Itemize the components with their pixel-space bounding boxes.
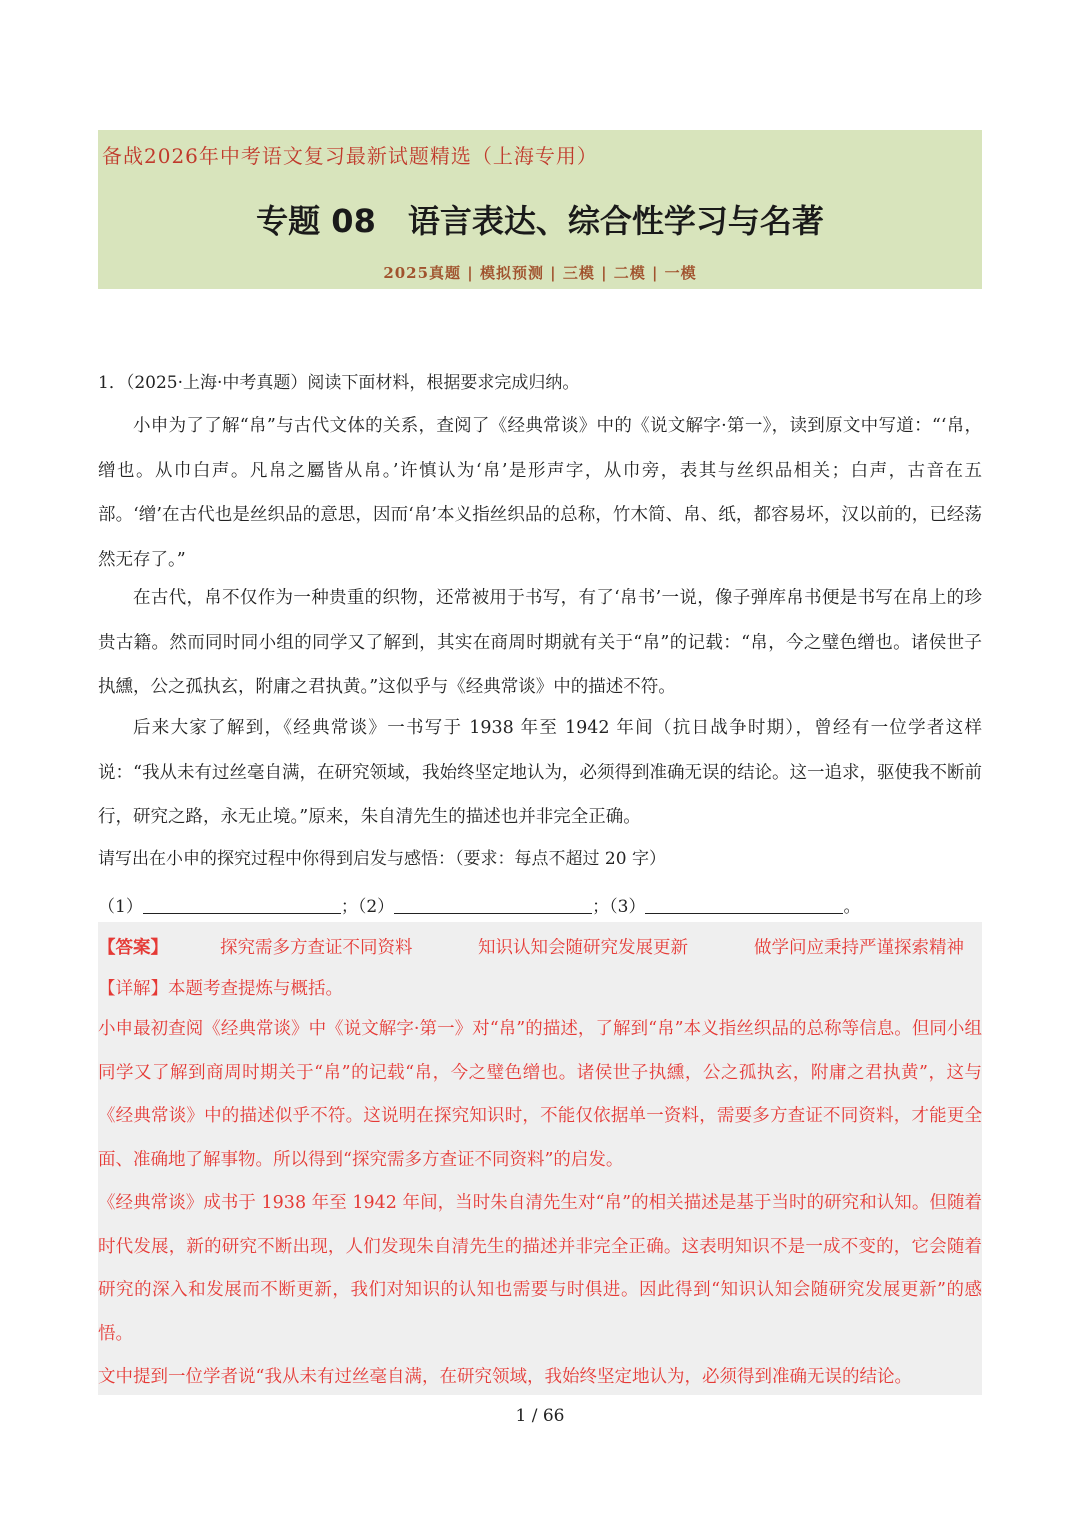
- question-prompt: 请写出在小申的探究过程中你得到启发与感悟：（要求：每点不超过 20 字）: [98, 849, 666, 869]
- question-paragraph-3: 后来大家了解到，《经典常谈》一书写于 1938 年至 1942 年间（抗日战争时期），曾经有一位学者这样说：“我从未有过丝毫自满，在研究领域，我始终坚定地认为，必须得到准确无误的结论。这一追求，驱使我不断前行，研究之路，永无止境。”原来，朱自清先生的描述也并非完全正确。: [98, 718, 982, 827]
- blank-3[interactable]: [645, 895, 843, 914]
- page-number: 1 / 66: [515, 1406, 565, 1426]
- blank-1-label: （1）: [98, 897, 143, 917]
- detail-paragraph-3: 文中提到一位学者说“我从未有过丝毫自满，在研究领域，我始终坚定地认为，必须得到准确无误的结论。: [98, 1367, 912, 1387]
- source-tags: 2025真题 | 模拟预测 | 三模 | 二模 | 一模: [383, 264, 697, 282]
- answer-item-1: 探究需多方查证不同资料: [220, 938, 413, 958]
- blank-2-label: ；（2）: [340, 897, 395, 917]
- answer-blanks-row: [98, 892, 860, 917]
- blank-3-label: ；（3）: [592, 897, 646, 917]
- detail-paragraph-1: 小申最初查阅《经典常谈》中《说文解字·第一》对“帛”的描述，了解到“帛”本义指丝织品的总称等信息。但同小组同学又了解到商周时期关于“帛”的记载“帛，今之璧色缯也。诸侯世子执纁，公之孤执玄，附庸之君执黄”，这与《经典常谈》中的描述似乎不符。这说明在探究知识时，不能仅依据单一资料，需要多方查证不同资料，才能更全面、准确地了解事物。所以得到“探究需多方查证不同资料”的启发。: [98, 1019, 982, 1170]
- question-number-line: 1．（2025·上海·中考真题）阅读下面材料，根据要求完成归纳。: [98, 373, 580, 393]
- question-paragraph-2: 在古代，帛不仅作为一种贵重的织物，还常被用于书写，有了‘帛书’一说，像子弹库帛书便是书写在帛上的珍贵古籍。然而同时同小组的同学又了解到，其实在商周时期就有关于“帛”的记载：“帛，今之璧色缯也。诸侯世子执纁，公之孤执玄，附庸之君执黄。”这似乎与《经典常谈》中的描述不符。: [98, 588, 982, 697]
- answer-row: [98, 934, 982, 958]
- answer-item-2: 知识认知会随研究发展更新: [478, 938, 688, 958]
- question-paragraph-1: 小申为了了解“帛”与古代文体的关系，查阅了《经典常谈》中的《说文解字·第一》，读到原文中写道：“‘帛，缯也。从巾白声。凡帛之屬皆从帛。’许慎认为‘帛’是形声字，从巾旁，表其与丝织品相关；白声，古音在五部。‘缯’在古代也是丝织品的意思，因而‘帛’本义指丝织品的总称，竹木简、帛、纸，都容易坏，汉以前的，已经荡然无存了。”: [98, 416, 982, 570]
- blank-end: 。: [843, 897, 861, 917]
- detail-label: 【详解】本题考查提炼与概括。: [98, 979, 343, 999]
- detail-paragraph-2: 《经典常谈》成书于 1938 年至 1942 年间，当时朱自清先生对“帛”的相关描述是基于当时的研究和认知。但随着时代发展，新的研究不断出现，人们发现朱自清先生的描述并非完全正确。这表明知识不是一成不变的，它会随着研究的深入和发展而不断更新，我们对知识的认知也需要与时俱进。因此得到“知识认知会随研究发展更新”的感悟。: [98, 1193, 982, 1344]
- page-title: 专题 08 语言表达、综合性学习与名著: [256, 202, 824, 240]
- blank-1[interactable]: [143, 895, 341, 914]
- answer-label: 【答案】: [98, 938, 168, 958]
- blank-2[interactable]: [394, 895, 592, 914]
- answer-item-3: 做学问应秉持严谨探索精神: [754, 938, 964, 958]
- series-title: 备战2026年中考语文复习最新试题精选（上海专用）: [102, 144, 598, 168]
